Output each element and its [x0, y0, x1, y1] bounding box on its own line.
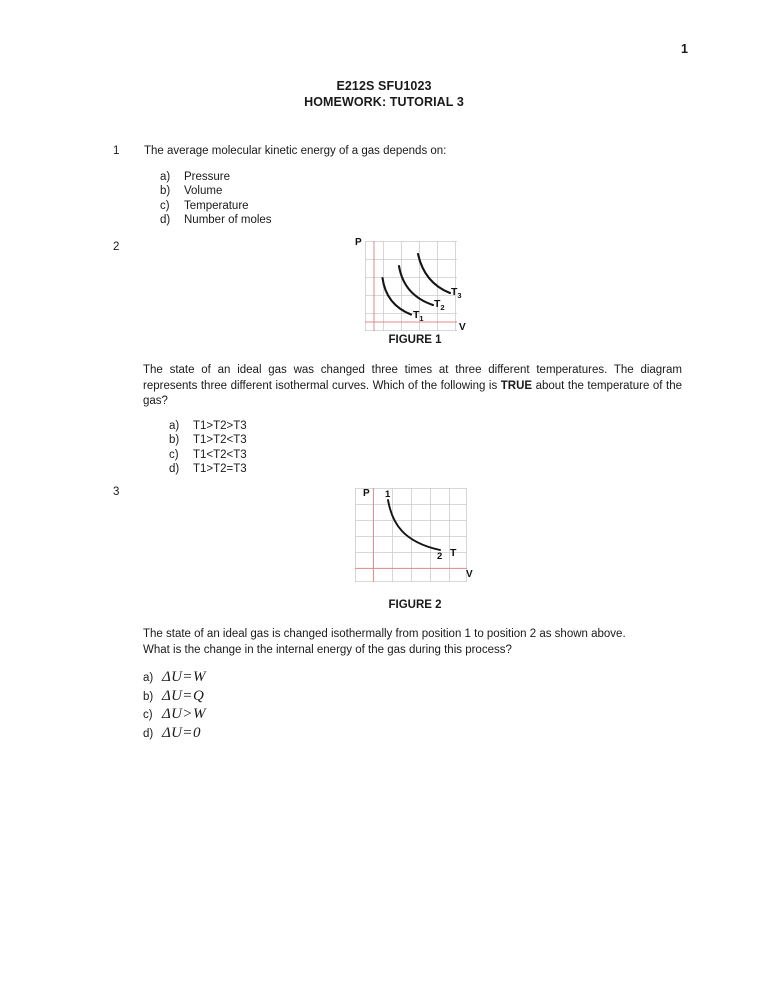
question-2-number: 2: [113, 241, 120, 253]
option-letter: b): [160, 185, 171, 198]
figure-2-grid: [355, 488, 467, 582]
title-line-2: HOMEWORK: TUTORIAL 3: [304, 95, 464, 109]
question-1-stem: The average molecular kinetic energy of a gas depends on:: [144, 145, 447, 157]
option-letter: d): [160, 214, 171, 227]
option-item[interactable]: [169, 448, 247, 462]
figure-2-point-label-1: 1: [385, 489, 391, 500]
formula-lhs: ΔU: [162, 669, 183, 685]
option-label: Number of moles: [184, 214, 272, 227]
option-label: Volume: [184, 185, 223, 198]
figure-2-caption: FIGURE 2: [388, 599, 442, 611]
option-item[interactable]: [169, 419, 247, 433]
paragraph-part-1: The state of an ideal gas was changed three times at three different temperatures. The diagram represents three different isothermal curves. Which of the following is: [143, 364, 682, 392]
title-line-1: E212S SFU1023: [336, 79, 432, 93]
option-formula: [162, 705, 206, 724]
figure-2: [353, 486, 478, 596]
option-letter: b): [143, 690, 154, 703]
question-3-options: [143, 668, 206, 742]
option-letter: d): [143, 727, 154, 740]
figure-2-plot: [355, 488, 467, 582]
formula-rhs: Q: [193, 687, 205, 704]
option-label: T1>T2<T3: [193, 434, 247, 447]
figure-1-grid: [365, 241, 457, 331]
figure-1-y-axis-label: P: [355, 237, 362, 248]
formula-operator: =: [183, 687, 193, 704]
question-3-paragraph: The state of an ideal gas is changed isothermally from position 1 to position 2 as shown above. What is the change in the internal energy of the gas during this process?: [143, 628, 626, 656]
option-letter: a): [160, 171, 171, 183]
formula-lhs: ΔU: [162, 706, 183, 722]
formula-rhs: 0: [193, 724, 201, 741]
option-letter: b): [169, 434, 180, 447]
option-item[interactable]: [160, 184, 272, 198]
question-2-options: [169, 419, 247, 477]
option-letter: c): [160, 199, 170, 212]
option-formula: [162, 668, 206, 687]
option-item[interactable]: [143, 687, 206, 706]
option-letter: a): [169, 420, 180, 432]
option-item[interactable]: [143, 705, 206, 724]
figure-1-curve-label-t1: [413, 310, 424, 324]
paragraph-emphasis: TRUE: [500, 379, 533, 392]
option-formula: [162, 687, 204, 706]
option-item[interactable]: [143, 668, 206, 687]
formula-operator: =: [183, 724, 193, 741]
page-number: 1: [681, 42, 688, 56]
option-letter: d): [169, 463, 180, 476]
option-label: T1>T2>T3: [193, 420, 247, 432]
question-2-paragraph: [143, 363, 682, 410]
question-1-options: [160, 170, 272, 228]
formula-lhs: ΔU: [162, 724, 183, 741]
option-label: Temperature: [184, 199, 249, 212]
option-item[interactable]: [160, 199, 272, 213]
figure-1-x-axis-label: V: [459, 322, 466, 333]
curve-base: T: [451, 286, 458, 298]
formula-operator: =: [183, 669, 193, 685]
option-item[interactable]: [160, 170, 272, 184]
curve-base: T: [413, 309, 420, 321]
curve-sub: 3: [457, 291, 462, 301]
curve-base: T: [434, 298, 441, 310]
option-item[interactable]: [169, 462, 247, 476]
curve-sub: 1: [419, 314, 424, 324]
formula-operator: >: [183, 706, 193, 722]
figure-1-curve-label-t2: [434, 299, 445, 313]
paragraph-part-2: about the temperature of the gas?: [143, 379, 682, 407]
formula-rhs: W: [193, 669, 206, 685]
document-title: [0, 78, 768, 110]
option-formula: [162, 724, 201, 743]
question-3-number: 3: [113, 486, 120, 498]
figure-1-plot: [365, 241, 457, 331]
option-letter: a): [143, 672, 154, 684]
figure-2-curve-label-t: T: [450, 547, 457, 559]
figure-1-caption: FIGURE 1: [388, 334, 442, 346]
option-letter: c): [169, 448, 179, 461]
figure-1-curve-label-t3: [451, 287, 462, 301]
option-item[interactable]: [169, 433, 247, 447]
figure-2-x-axis-label: V: [466, 569, 473, 580]
figure-2-point-label-2: 2: [437, 551, 443, 562]
option-letter: c): [143, 709, 153, 721]
figure-2-y-axis-label: P: [363, 488, 370, 499]
figure-1: [355, 238, 470, 348]
option-label: T1>T2=T3: [193, 463, 247, 476]
option-item[interactable]: [143, 724, 206, 743]
formula-lhs: ΔU: [162, 687, 183, 704]
option-label: Pressure: [184, 171, 231, 183]
option-item[interactable]: [160, 213, 272, 227]
option-label: T1<T2<T3: [193, 448, 247, 461]
curve-sub: 2: [440, 303, 445, 313]
formula-rhs: W: [193, 706, 206, 722]
question-1-number: 1: [113, 145, 120, 157]
